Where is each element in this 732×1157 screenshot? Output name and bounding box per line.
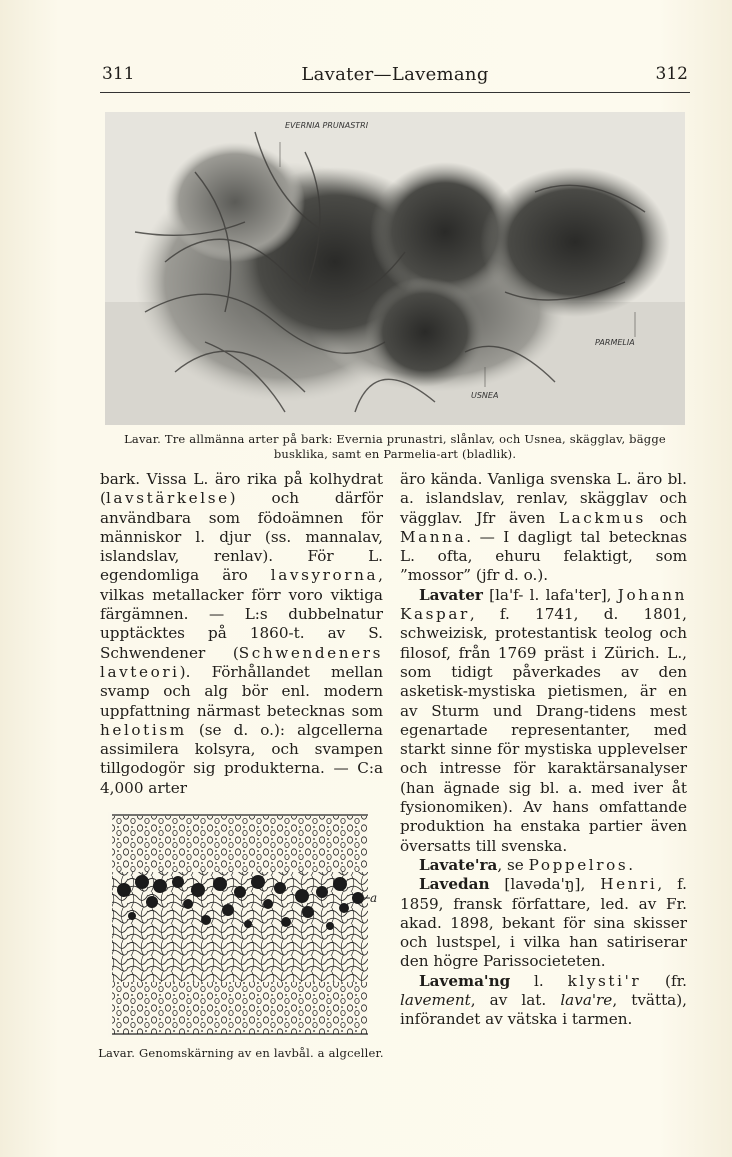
entry-headword: Lavate'ra: [419, 855, 498, 874]
spaced-term: lavsyrorna: [270, 566, 379, 585]
page-number-left: 311: [102, 64, 135, 84]
figure-caption: Lavar. Genomskärning av en lavbål. a algceller.: [98, 1046, 384, 1060]
text-run: , vilkas metallacker förr voro viktiga färgämnen. — L:s dubbelnatur upptäcktes på 1860-t. av S. Schwendener (: [100, 566, 383, 662]
left-paragraph: [100, 470, 383, 798]
spaced-term: Lackmus: [558, 508, 646, 527]
text-run: [lavəda'ŋ],: [489, 875, 601, 894]
lichen-photo: [105, 112, 685, 425]
lichen-cross-section-figure: [108, 812, 376, 1042]
text-run: bark. Vissa L. äro rika på kolhydrat (: [100, 470, 383, 508]
text-run: ) och därför användbara som födoämnen för människor l. djur (ss. mannalav, islandslav, renlav). För L. egendomliga äro: [100, 489, 383, 585]
right-column: [400, 470, 687, 1030]
entry-lavedan: [400, 875, 687, 971]
photo-caption: Lavar. Tre allmänna arter på bark: Evernia prunastri, slånlav, och Usnea, skägglav, bägge busklika, samt en Parmelia-art (bladlik).: [124, 432, 666, 461]
page-number-right: 312: [655, 64, 688, 84]
spaced-term: Poppelros: [528, 855, 629, 874]
entry-lavater: [400, 586, 687, 856]
spaced-term: Manna: [400, 527, 467, 546]
entry-headword: Lavema'ng: [419, 971, 511, 990]
page-header: [100, 62, 690, 93]
text-run: , f. 1741, d. 1801, schweizisk, protestantisk teolog och filosof, från 1769 präst i Zürich. L., som tidigt påverkades av den asketisk-mystiska pietismen, är en av Sturm und Drang-tidens mest egenartade representanter, med starkt sinne för mystiska upplevelser och intresse för karaktärsanalyser (han ägnade sig bl. a. med iver åt fysionomiken). Av hans omfattande produktion ha enstaka partier även översatts till svenska.: [400, 605, 687, 855]
spaced-term: lavstärkelse: [105, 489, 230, 508]
text-run: , se: [497, 855, 529, 874]
running-title: Lavater—Lavemang: [301, 64, 489, 85]
label-a: a: [370, 891, 378, 905]
entry-headword: Lavedan: [419, 875, 490, 894]
italic-term: lavement: [400, 991, 471, 1010]
text-run: , tvätta), införandet av vätska i tarmen.: [400, 991, 687, 1029]
text-run: . — I dagligt tal betecknas L. ofta, ehuru felaktigt, som ”mossor” (jfr d. o.).: [400, 527, 687, 585]
text-run: (se d. o.): algcellerna assimilera kolsyra, och svampen tillgodogör sig produkterna. — C:a 4,000 arter: [100, 720, 383, 797]
spaced-term: helotism: [100, 720, 187, 739]
italic-term: lava're: [560, 991, 613, 1010]
text-run: [la'f- l. lafa'ter],: [482, 585, 618, 604]
entry-headword: Lavater: [419, 585, 483, 604]
spaced-term: Henri: [600, 875, 658, 894]
text-run: äro kända. Vanliga svenska L. äro bl. a. islandslav, renlav, skägglav och vägglav. Jfr även: [400, 470, 687, 527]
entry-lavemang: [400, 972, 687, 1030]
left-column: [100, 470, 383, 798]
text-run: , av lat.: [470, 991, 561, 1010]
right-paragraph-1: [400, 470, 687, 586]
label-usnea: USNEA: [471, 391, 499, 400]
label-evernia: EVERNIA PRUNASTRI: [285, 121, 369, 130]
spaced-term: Schwendeners lavteori: [100, 643, 383, 681]
spaced-term: Johann Kaspar: [400, 585, 687, 624]
label-parmelia: PARMELIA: [595, 338, 635, 347]
text-run: ). Förhållandet mellan svamp och alg bör enl. modern uppfattning närmast betecknas som: [100, 662, 383, 720]
text-run: , f. 1859, fransk författare, led. av Fr. akad. 1898, bekant för sina skisser och lustspel, i vilka han satiriserar den högre Parissocieteten.: [400, 875, 687, 971]
entry-lavatera: [400, 856, 687, 875]
spaced-term: klysti'r: [567, 971, 642, 990]
text-run: och: [645, 508, 687, 527]
text-run: l.: [510, 971, 568, 990]
text-run: .: [628, 855, 634, 874]
text-run: (fr.: [641, 971, 688, 990]
